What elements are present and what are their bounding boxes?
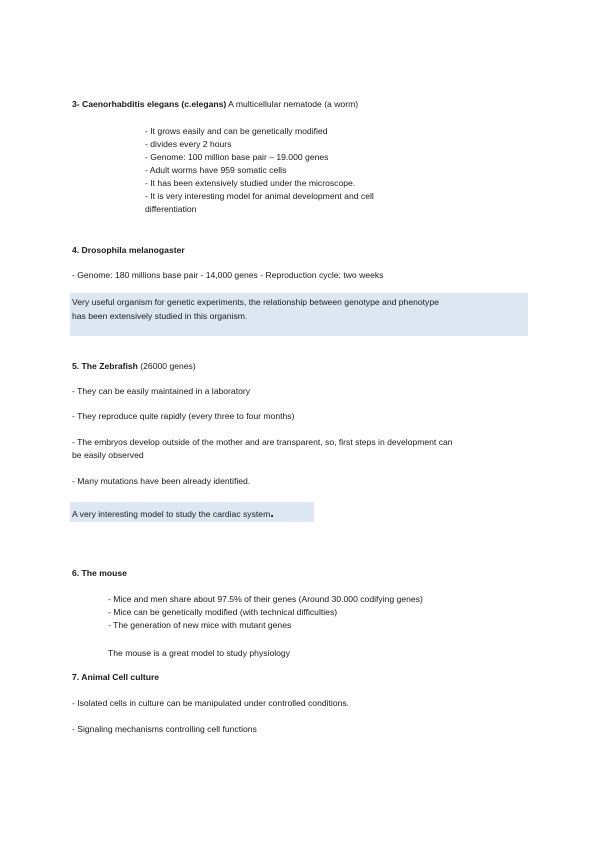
highlight-text: has been extensively studied in this organism. — [72, 311, 248, 321]
bullet-item: - divides every 2 hours — [145, 139, 232, 149]
paragraph: The mouse is a great model to study physiology — [108, 648, 290, 658]
bullet-item: - The generation of new mice with mutant genes — [108, 620, 292, 630]
heading-rest: A multicellular nematode (a worm) — [226, 99, 359, 109]
paragraph: be easily observed — [72, 450, 144, 460]
bullet-item-continuation: differentiation — [145, 204, 197, 214]
bullet-item: - It grows easily and can be genetically modified — [145, 126, 328, 136]
section-heading-mouse: 6. The mouse — [72, 568, 127, 578]
paragraph: - Signaling mechanisms controlling cell functions — [72, 724, 257, 734]
heading-bold: 5. The Zebrafish — [72, 361, 138, 371]
bullet-item: - Mice and men share about 97.5% of their genes (Around 30.000 codifying genes) — [108, 594, 423, 604]
highlight-text: A very interesting model to study the cardiac system. — [72, 505, 274, 520]
section-heading-drosophila: 4. Drosophila melanogaster — [72, 245, 185, 255]
paragraph: - Isolated cells in culture can be manipulated under controlled conditions. — [72, 698, 350, 708]
bullet-item: - Adult worms have 959 somatic cells — [145, 165, 287, 175]
paragraph: - They can be easily maintained in a laboratory — [72, 386, 251, 396]
section-heading-celegans — [72, 99, 358, 110]
paragraph: - Many mutations have been already identified. — [72, 476, 251, 486]
heading-rest: (26000 genes) — [137, 361, 196, 371]
bullet-item: - Genome: 100 million base pair – 19.000 genes — [145, 152, 329, 162]
paragraph: - The embryos develop outside of the mother and are transparent, so, first steps in development can — [72, 437, 453, 447]
bullet-item: - It has been extensively studied under the microscope. — [145, 178, 356, 188]
bullet-item: - Mice can be genetically modified (with technical difficulties) — [108, 607, 338, 617]
section-heading-zebrafish — [72, 361, 196, 372]
section-heading-cell-culture: 7. Animal Cell culture — [72, 672, 160, 682]
highlight-text: Very useful organism for genetic experiments, the relationship between genotype and phenotype — [72, 297, 439, 307]
bullet-item: - It is very interesting model for animal development and cell — [145, 191, 374, 201]
paragraph: - They reproduce quite rapidly (every three to four months) — [72, 411, 295, 421]
paragraph: - Genome: 180 millions base pair - 14,000 genes - Reproduction cycle: two weeks — [72, 270, 384, 280]
heading-bold: 3- Caenorhabditis elegans (c.elegans) — [72, 99, 227, 109]
